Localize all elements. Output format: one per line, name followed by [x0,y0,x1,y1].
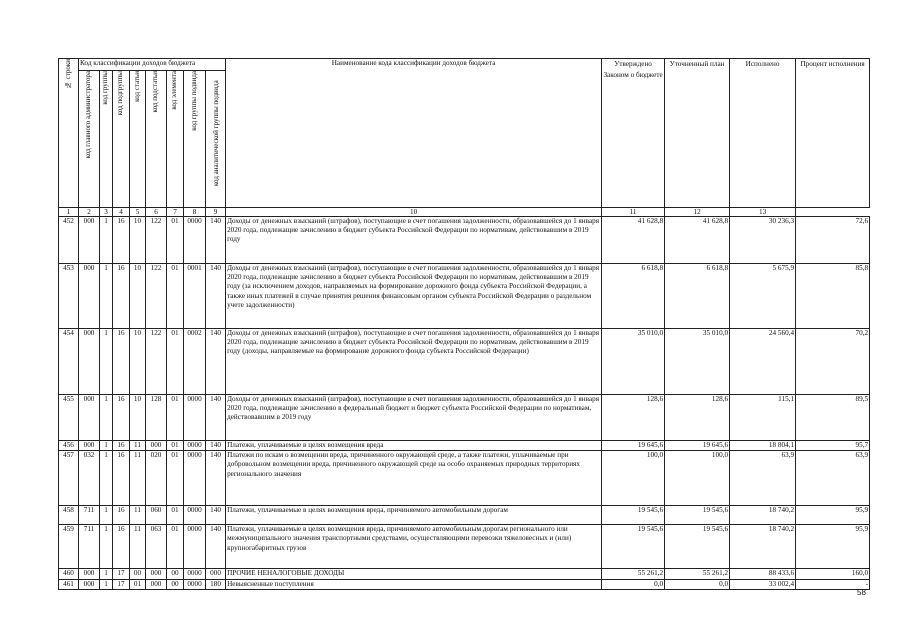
execution-percent: 95,9 [796,525,870,569]
income-name: Невыясненные поступления [226,580,602,590]
admin-code: 032 [79,451,100,506]
admin-code: 711 [79,525,100,569]
column-number: 1 [59,208,79,217]
group-code: 1 [100,580,113,590]
article-code: 11 [130,451,146,506]
row-number: 456 [59,441,79,451]
revised-amount: 19 545,6 [665,525,730,569]
budget-revenue-table [58,58,870,590]
executed-amount: 30 236,3 [730,217,796,264]
income-name: Доходы от денежных взысканий (штрафов), поступающие в счет погашения задолженности, образовавшейся до 1 января 2020 года, подлежащие зачислению в бюджет субъекта Российской Федерации по нормативам, действовавшим в 2019 году [226,217,602,264]
revised-amount: 35 010,0 [665,329,730,395]
admin-code: 000 [79,264,100,329]
row-number: 457 [59,451,79,506]
admin-code: 000 [79,569,100,580]
element-code: 01 [167,217,184,264]
approved-amount: 128,6 [602,395,665,441]
admin-code: 000 [79,217,100,264]
execution-percent: 95,9 [796,506,870,525]
header-name: Наименование кода классификации доходов бюджета [226,59,602,208]
table-row [59,329,870,395]
subtype-code: 0000 [184,451,206,506]
execution-percent: 89,5 [796,395,870,441]
header-revised: Уточненный план [665,59,730,208]
page-number: 58 [857,588,866,597]
income-name: Платежи, уплачиваемые в целях возмещения вреда, причиняемого автомобильным дорогам регионального или межмуниципального значения транспортными средствами, осуществляющими перевозки тяжеловесных и (или) крупногабаритных грузов [226,525,602,569]
analytic-code: 140 [206,395,226,441]
table-row [59,395,870,441]
approved-amount: 35 010,0 [602,329,665,395]
execution-percent: 70,2 [796,329,870,395]
article-code: 00 [130,569,146,580]
revised-amount: 100,0 [665,451,730,506]
header-group-code: код группы [100,71,113,208]
header-analytic-code: код аналитической группы подвида [206,71,226,208]
column-number: 4 [113,208,130,217]
subarticle-code: 122 [146,217,167,264]
subgroup-code: 16 [113,441,130,451]
admin-code: 711 [79,506,100,525]
subtype-code: 0001 [184,264,206,329]
revised-amount: 128,6 [665,395,730,441]
income-name: Платежи, уплачиваемые в целях возмещения вреда, причиняемого автомобильным дорогам [226,506,602,525]
approved-amount: 55 261,2 [602,569,665,580]
executed-amount: 115,1 [730,395,796,441]
revised-amount: 55 261,2 [665,569,730,580]
group-code: 1 [100,395,113,441]
approved-amount: 0,0 [602,580,665,590]
header-element-code: код элемента [167,71,184,208]
group-code: 1 [100,441,113,451]
subtype-code: 0000 [184,395,206,441]
subarticle-code: 000 [146,441,167,451]
column-number: 7 [167,208,184,217]
subtype-code: 0000 [184,525,206,569]
header-admin-code: код главного администратора [79,71,100,208]
element-code: 01 [167,395,184,441]
analytic-code: 140 [206,329,226,395]
column-number-row [59,208,870,217]
approved-amount: 19 545,6 [602,506,665,525]
subtype-code: 0002 [184,329,206,395]
article-code: 10 [130,264,146,329]
executed-amount: 18 740,2 [730,506,796,525]
revised-amount: 41 628,8 [665,217,730,264]
executed-amount: 18 804,1 [730,441,796,451]
article-code: 10 [130,329,146,395]
column-number: 10 [226,208,602,217]
table-row [59,569,870,580]
element-code: 00 [167,580,184,590]
group-code: 1 [100,264,113,329]
group-code: 1 [100,451,113,506]
subarticle-code: 122 [146,329,167,395]
execution-percent: 85,8 [796,264,870,329]
element-code: 01 [167,264,184,329]
analytic-code: 140 [206,525,226,569]
revised-amount: 0,0 [665,580,730,590]
execution-percent: 63,9 [796,451,870,506]
group-code: 1 [100,329,113,395]
income-name: Платежи по искам о возмещении вреда, причиненного окружающей среде, а также платежи, уплачиваемые при добровольном возмещении вреда, причиненного окружающей среде на особо охраняемых природных территориях регионального значения [226,451,602,506]
row-number: 455 [59,395,79,441]
row-number: 459 [59,525,79,569]
subgroup-code: 16 [113,506,130,525]
approved-amount: 100,0 [602,451,665,506]
analytic-code: 140 [206,441,226,451]
subarticle-code: 122 [146,264,167,329]
analytic-code: 140 [206,451,226,506]
approved-amount: 41 628,8 [602,217,665,264]
approved-amount: 19 545,6 [602,525,665,569]
table-row [59,264,870,329]
table-row [59,451,870,506]
subarticle-code: 060 [146,506,167,525]
group-code: 1 [100,506,113,525]
table-row [59,525,870,569]
subgroup-code: 17 [113,580,130,590]
row-number: 461 [59,580,79,590]
analytic-code: 000 [206,569,226,580]
header-subarticle-code: код подстатьи [146,71,167,208]
column-number: 3 [100,208,113,217]
revised-amount: 19 645,6 [665,441,730,451]
group-code: 1 [100,569,113,580]
row-number: 454 [59,329,79,395]
analytic-code: 140 [206,506,226,525]
column-number: 6 [146,208,167,217]
subgroup-code: 16 [113,451,130,506]
executed-amount: 88 433,6 [730,569,796,580]
column-number: 8 [184,208,206,217]
article-code: 10 [130,217,146,264]
execution-percent: - [796,580,870,590]
income-name: ПРОЧИЕ НЕНАЛОГОВЫЕ ДОХОДЫ [226,569,602,580]
header-executed: Исполнено [730,59,796,208]
group-code: 1 [100,525,113,569]
subtype-code: 0000 [184,506,206,525]
admin-code: 000 [79,395,100,441]
executed-amount: 63,9 [730,451,796,506]
revised-amount: 19 545,6 [665,506,730,525]
income-name: Доходы от денежных взысканий (штрафов), поступающие в счет погашения задолженности, образовавшейся до 1 января 2020 года, подлежащие зачислению в федеральный бюджет и бюджет субъекта Российской Федерации по нормативам, действовавшим в 2019 году [226,395,602,441]
article-code: 11 [130,506,146,525]
subtype-code: 0000 [184,569,206,580]
column-number: 5 [130,208,146,217]
subarticle-code: 020 [146,451,167,506]
income-name: Платежи, уплачиваемые в целях возмещения вреда [226,441,602,451]
subgroup-code: 17 [113,569,130,580]
subtype-code: 0000 [184,217,206,264]
article-code: 11 [130,441,146,451]
subarticle-code: 000 [146,580,167,590]
income-name: Доходы от денежных взысканий (штрафов), поступающие в счет погашения задолженности, образовавшейся до 1 января 2020 года, подлежащие зачислению в бюджет субъекта Российской Федерации по нормативам, действовавшим в 2019 году (доходы, направляемые на формирование дорожного фонда субъекта Российской Федерации) [226,329,602,395]
table-row [59,506,870,525]
header-classification-group: Код классификации доходов бюджета [79,59,226,71]
approved-amount: 19 645,6 [602,441,665,451]
subgroup-code: 16 [113,264,130,329]
admin-code: 000 [79,329,100,395]
execution-percent: 95,7 [796,441,870,451]
header-article-code: код статьи [130,71,146,208]
subgroup-code: 16 [113,395,130,441]
header-row-number: № строки [59,59,79,208]
column-number: 2 [79,208,100,217]
admin-code: 000 [79,580,100,590]
column-number: 11 [602,208,665,217]
column-number: 13 [730,208,796,217]
subarticle-code: 000 [146,569,167,580]
executed-amount: 18 740,2 [730,525,796,569]
analytic-code: 180 [206,580,226,590]
group-code: 1 [100,217,113,264]
element-code: 00 [167,569,184,580]
subtype-code: 0000 [184,580,206,590]
table-row [59,580,870,590]
column-number: 12 [665,208,730,217]
row-number: 452 [59,217,79,264]
article-code: 01 [130,580,146,590]
header-subtype-code: код группы подвида [184,71,206,208]
row-number: 453 [59,264,79,329]
subgroup-code: 16 [113,329,130,395]
table-row [59,441,870,451]
column-number: 9 [206,208,226,217]
element-code: 01 [167,506,184,525]
element-code: 01 [167,451,184,506]
subarticle-code: 063 [146,525,167,569]
executed-amount: 33 002,4 [730,580,796,590]
header-percent: Процент исполнения [796,59,870,208]
table-row [59,217,870,264]
executed-amount: 5 675,9 [730,264,796,329]
subarticle-code: 128 [146,395,167,441]
row-number: 460 [59,569,79,580]
executed-amount: 24 560,4 [730,329,796,395]
analytic-code: 140 [206,217,226,264]
execution-percent: 160,0 [796,569,870,580]
header-approved: Утверждено Законом о бюджете [602,59,665,208]
header-subgroup-code: код подгруппы [113,71,130,208]
article-code: 10 [130,395,146,441]
subgroup-code: 16 [113,217,130,264]
element-code: 01 [167,441,184,451]
execution-percent: 72,6 [796,217,870,264]
article-code: 11 [130,525,146,569]
approved-amount: 6 618,8 [602,264,665,329]
subtype-code: 0000 [184,441,206,451]
row-number: 458 [59,506,79,525]
analytic-code: 140 [206,264,226,329]
revised-amount: 6 618,8 [665,264,730,329]
income-name: Доходы от денежных взысканий (штрафов), поступающие в счет погашения задолженности, образовавшейся до 1 января 2020 года, подлежащие зачислению в бюджет субъекта Российской Федерации по нормативам, действовавшим в 2019 году (за исключением доходов, направляемых на формирование дорожного фонда субъекта Российской Федерации, а также иных платежей в случае принятия решения финансовым органом субъекта Российской Федерации о раздельном учете задолженности) [226,264,602,329]
subgroup-code: 16 [113,525,130,569]
admin-code: 000 [79,441,100,451]
element-code: 01 [167,525,184,569]
element-code: 01 [167,329,184,395]
